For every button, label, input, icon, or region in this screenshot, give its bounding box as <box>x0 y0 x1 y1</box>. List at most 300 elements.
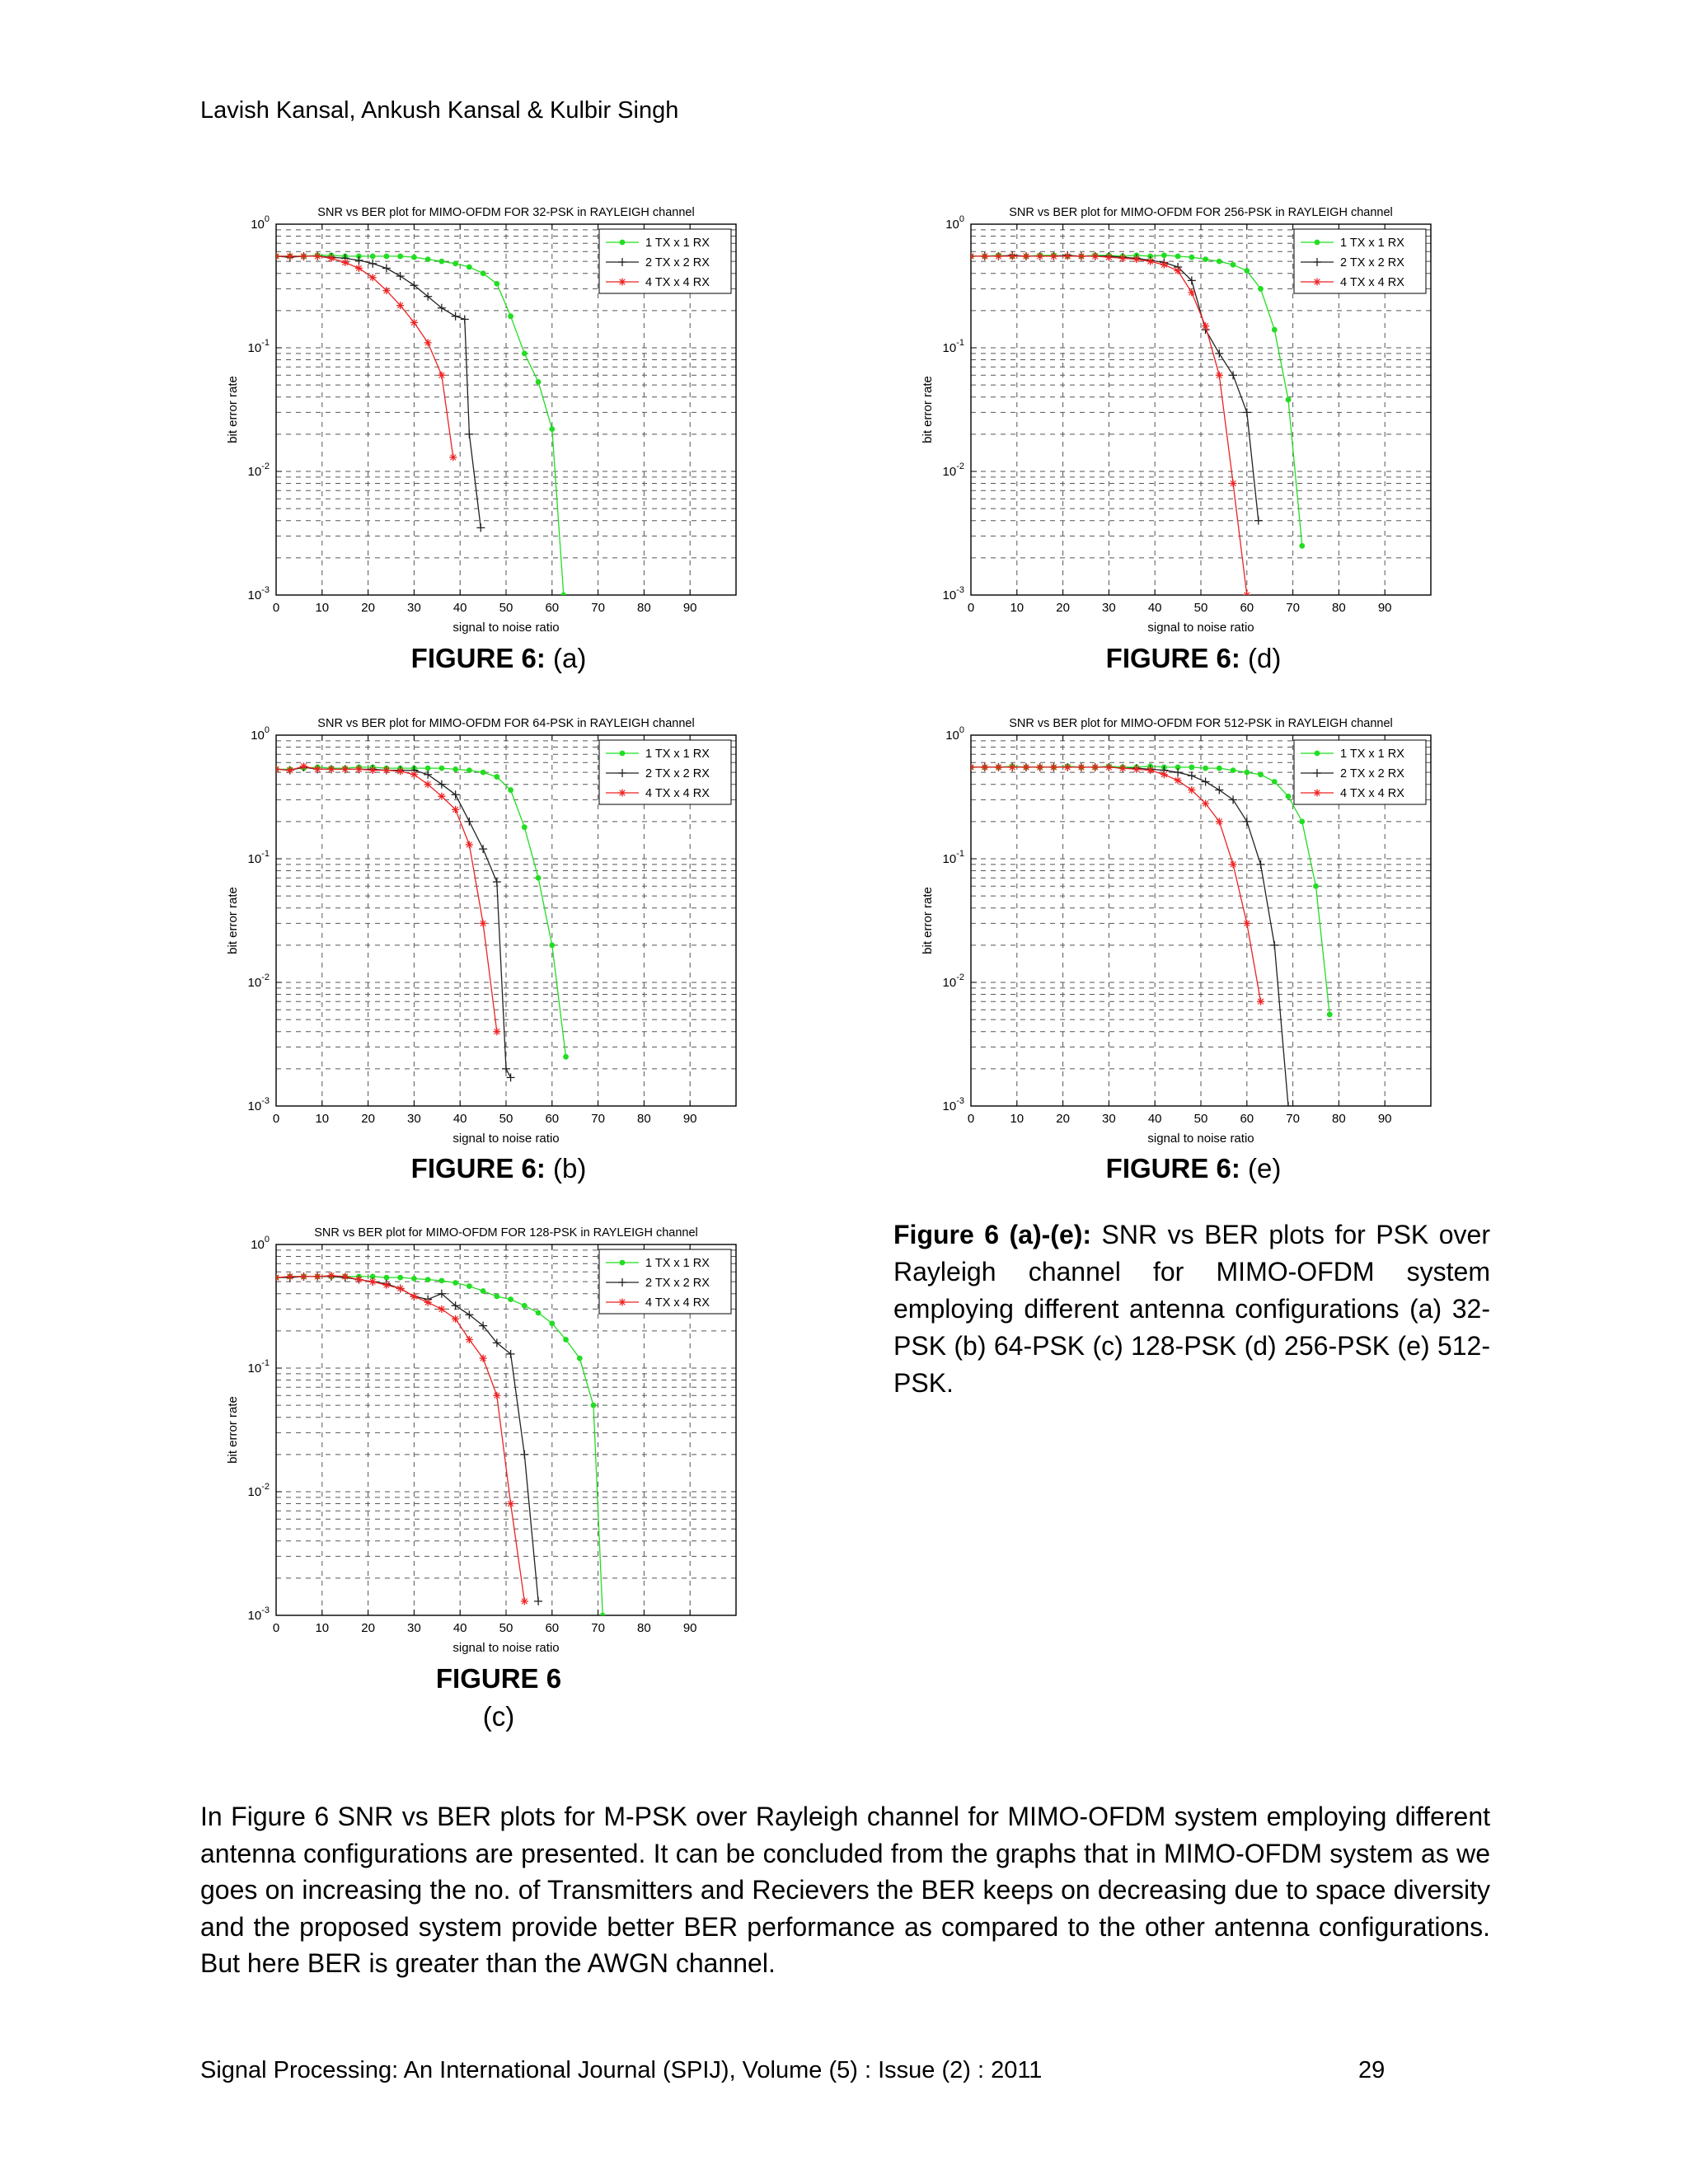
data-point <box>314 1272 321 1280</box>
data-point <box>480 1355 487 1362</box>
legend-label: 2 TX x 2 RX <box>1340 767 1404 780</box>
x-tick-label: 30 <box>407 1621 421 1635</box>
data-point <box>438 259 444 265</box>
x-tick-label: 70 <box>591 1621 605 1635</box>
caption-figure-6c-label: FIGURE 6 <box>435 1663 562 1694</box>
data-point <box>300 252 307 260</box>
data-point <box>1217 259 1222 265</box>
data-point <box>1009 252 1016 260</box>
x-tick-label: 80 <box>637 1112 651 1126</box>
legend <box>599 1249 731 1314</box>
data-point <box>1257 998 1264 1005</box>
legend-label: 1 TX x 1 RX <box>645 237 710 250</box>
data-point <box>1160 771 1168 778</box>
y-tick-label: $10^{-3}$ <box>942 1096 964 1113</box>
data-point <box>410 319 418 326</box>
figure-6e-chart <box>905 709 1531 1195</box>
footer-journal: Signal Processing: An International Journal (SPIJ), Volume (5) : Issue (2) : 2011 <box>200 2057 1043 2083</box>
x-tick-label: 20 <box>361 601 375 615</box>
data-point <box>467 767 472 773</box>
data-point <box>449 453 457 461</box>
data-point <box>1286 794 1292 799</box>
data-point <box>397 254 403 260</box>
data-point <box>481 270 486 276</box>
legend <box>599 229 731 293</box>
x-tick-label: 90 <box>682 601 697 615</box>
x-tick-label: 80 <box>1332 1112 1346 1126</box>
data-point <box>411 255 417 260</box>
data-point <box>369 1278 377 1286</box>
x-tick-label: 10 <box>315 1621 330 1635</box>
data-point <box>1314 279 1321 286</box>
data-point <box>563 1054 569 1060</box>
data-point <box>410 771 418 778</box>
data-point <box>481 770 486 776</box>
data-point <box>1091 252 1099 260</box>
caption-label: FIGURE 6: <box>1105 1153 1240 1183</box>
legend-label: 1 TX x 1 RX <box>645 748 710 761</box>
x-tick-label: 0 <box>272 1621 280 1635</box>
data-point <box>300 1272 307 1280</box>
data-point <box>494 281 499 287</box>
data-point <box>1230 860 1237 868</box>
x-tick-label: 50 <box>499 601 513 615</box>
data-point <box>1160 261 1168 269</box>
data-point <box>1258 771 1264 777</box>
x-tick-label: 80 <box>1332 601 1346 615</box>
legend <box>1294 740 1426 804</box>
data-point <box>493 1028 500 1035</box>
data-point <box>341 766 349 773</box>
chart-title: SNR vs BER plot for MIMO-OFDM FOR 128-PSK in RAYLEIGH channel <box>314 1226 698 1240</box>
data-point <box>1189 765 1194 771</box>
data-point <box>384 254 390 260</box>
data-point <box>1189 255 1194 260</box>
x-tick-label: 70 <box>591 601 605 615</box>
data-point <box>1327 1012 1333 1018</box>
body-paragraph: In Figure 6 SNR vs BER plots for M-PSK over Rayleigh channel for MIMO-OFDM system employing different antenna configurations are presented. It can be concluded from the graphs that in MIMO-OFDM system as we goes on increasing the no. of Transmitters and Recievers the BER keeps on decreasing due to space diversity and the proposed system provide better BER performance as compared to the other antenna configurations. But here BER is greater than the AWGN channel. <box>200 1802 1490 1978</box>
x-tick-label: 20 <box>361 1112 375 1126</box>
data-point <box>1119 765 1127 772</box>
legend-label: 2 TX x 2 RX <box>645 767 710 780</box>
data-point <box>508 787 513 793</box>
data-point <box>396 1285 404 1292</box>
data-point <box>1188 288 1195 296</box>
legend-label: 4 TX x 4 RX <box>645 787 710 800</box>
chart-svg <box>210 198 837 684</box>
caption-label: FIGURE 6: <box>1105 643 1240 673</box>
y-axis-label: bit error rate <box>226 887 240 954</box>
x-tick-label: 30 <box>1102 1112 1116 1126</box>
figure-6a-chart <box>210 198 837 684</box>
data-point <box>1299 818 1305 824</box>
legend <box>1294 229 1426 293</box>
y-axis-label: bit error rate <box>226 376 240 443</box>
x-tick-label: 0 <box>967 601 975 615</box>
y-tick-label: $10^{-1}$ <box>942 338 964 355</box>
data-point <box>425 766 431 771</box>
data-point <box>600 1613 606 1619</box>
y-axis-label: bit error rate <box>921 376 935 443</box>
caption-suffix: (b) <box>545 1153 587 1183</box>
data-point <box>382 287 390 294</box>
data-point <box>1244 268 1250 274</box>
data-point <box>314 252 321 260</box>
data-point <box>273 1274 280 1282</box>
legend-label: 4 TX x 4 RX <box>645 1296 710 1310</box>
data-point <box>1272 327 1278 333</box>
data-point <box>1230 480 1237 487</box>
data-point <box>452 806 459 813</box>
data-point <box>619 790 626 797</box>
data-point <box>494 1294 499 1300</box>
x-tick-label: 10 <box>1010 1112 1025 1126</box>
legend-label: 2 TX x 2 RX <box>645 256 710 269</box>
y-tick-label: $10^{-3}$ <box>247 1605 270 1623</box>
data-point <box>1132 766 1140 773</box>
data-point <box>549 1320 555 1326</box>
data-point <box>620 240 626 246</box>
data-point <box>327 766 335 773</box>
data-point <box>355 265 363 272</box>
data-point <box>438 372 445 379</box>
x-tick-label: 90 <box>682 1621 697 1635</box>
data-point <box>981 252 988 260</box>
data-point <box>522 1303 528 1309</box>
chart-title: SNR vs BER plot for MIMO-OFDM FOR 32-PSK in RAYLEIGH channel <box>317 206 695 219</box>
legend-label: 4 TX x 4 RX <box>645 276 710 289</box>
data-point <box>1036 763 1043 771</box>
data-point <box>1161 252 1167 258</box>
x-tick-label: 40 <box>1147 1112 1162 1126</box>
data-point <box>1217 766 1222 771</box>
y-tick-label: $10^{-1}$ <box>942 849 964 866</box>
x-tick-label: 40 <box>452 1112 467 1126</box>
y-tick-label: $10^{-1}$ <box>247 1358 270 1376</box>
x-tick-label: 10 <box>1010 601 1025 615</box>
y-tick-label: $10^{-3}$ <box>247 585 270 602</box>
data-point <box>1202 799 1209 807</box>
data-point <box>452 766 458 772</box>
data-point <box>341 1272 349 1280</box>
x-tick-label: 0 <box>272 601 280 615</box>
data-point <box>370 254 376 260</box>
data-point <box>1216 818 1223 825</box>
data-point <box>273 252 280 260</box>
data-point <box>1119 255 1127 262</box>
data-point <box>424 339 432 346</box>
x-tick-label: 40 <box>1147 601 1162 615</box>
legend-label: 4 TX x 4 RX <box>1340 276 1404 289</box>
data-point <box>981 763 988 771</box>
data-point <box>1313 883 1319 889</box>
x-tick-label: 20 <box>1056 1112 1070 1126</box>
y-tick-label: $10^0$ <box>251 1235 270 1252</box>
data-point <box>1105 254 1113 261</box>
x-tick-label: 60 <box>545 601 560 615</box>
data-point <box>355 1276 363 1283</box>
data-point <box>327 1272 335 1279</box>
x-tick-label: 90 <box>682 1112 697 1126</box>
x-tick-label: 0 <box>967 1112 975 1126</box>
data-point <box>1077 252 1085 260</box>
data-point <box>549 426 555 432</box>
data-point <box>355 766 363 773</box>
data-point <box>273 766 280 773</box>
y-tick-label: $10^0$ <box>945 725 964 743</box>
x-tick-label: 50 <box>1193 1112 1208 1126</box>
y-tick-label: $10^0$ <box>251 725 270 743</box>
data-point <box>300 762 307 770</box>
figure-6c-chart <box>210 1218 837 1704</box>
data-point <box>1314 790 1321 797</box>
data-point <box>1286 397 1292 403</box>
data-point <box>1243 920 1250 927</box>
data-point <box>1091 763 1099 771</box>
x-tick-label: 70 <box>591 1112 605 1126</box>
data-point <box>1203 766 1208 771</box>
data-point <box>438 766 444 771</box>
data-point <box>438 1277 444 1283</box>
data-point <box>1105 763 1113 771</box>
data-point <box>1202 322 1209 330</box>
data-point <box>1315 240 1320 246</box>
data-point <box>591 1403 597 1408</box>
data-point <box>1272 779 1278 785</box>
data-point <box>396 767 404 775</box>
data-point <box>1146 258 1154 265</box>
y-tick-label: $10^{-2}$ <box>247 1482 270 1499</box>
data-point <box>1315 751 1320 757</box>
data-point <box>619 279 626 286</box>
data-point <box>438 1305 445 1313</box>
legend-label: 1 TX x 1 RX <box>645 1257 710 1270</box>
x-tick-label: 20 <box>361 1621 375 1635</box>
data-point <box>1258 286 1264 292</box>
x-tick-label: 60 <box>1240 601 1254 615</box>
data-point <box>507 1500 514 1507</box>
chart-title: SNR vs BER plot for MIMO-OFDM FOR 256-PSK in RAYLEIGH channel <box>1009 206 1393 219</box>
y-tick-label: $10^{-2}$ <box>942 972 964 990</box>
data-point <box>341 259 349 266</box>
data-point <box>286 766 293 774</box>
data-point <box>1175 776 1182 784</box>
caption-figure-6a <box>375 643 622 674</box>
data-point <box>1216 372 1223 379</box>
running-header-authors: Lavish Kansal, Ankush Kansal & Kulbir Singh <box>200 97 679 124</box>
data-point <box>1146 766 1154 774</box>
data-point <box>424 780 432 788</box>
x-axis-label: signal to noise ratio <box>1147 1132 1254 1146</box>
chart-svg <box>905 198 1531 684</box>
data-point <box>619 1299 626 1306</box>
figure-6-description <box>893 1216 1490 1402</box>
chart-svg <box>210 709 837 1195</box>
y-tick-label: $10^{-2}$ <box>942 462 964 479</box>
data-point <box>521 1597 528 1605</box>
x-tick-label: 60 <box>545 1621 560 1635</box>
figure-6-description-text: SNR vs BER plots for PSK over Rayleigh channel for MIMO-OFDM system employing different antenna configurations (a) 32-PSK (b) 64-PSK (c) 128-PSK (d) 256-PSK (e) 512-PSK. <box>893 1220 1491 1398</box>
data-point <box>620 751 626 757</box>
x-tick-label: 70 <box>1286 601 1300 615</box>
page-number: 29 <box>1358 2057 1386 2083</box>
x-tick-label: 30 <box>407 1112 421 1126</box>
x-tick-label: 80 <box>637 1621 651 1635</box>
x-tick-label: 10 <box>315 601 330 615</box>
y-tick-label: $10^0$ <box>945 214 964 232</box>
legend-label: 2 TX x 2 RX <box>1340 256 1404 269</box>
data-point <box>452 1315 459 1323</box>
x-tick-label: 40 <box>452 601 467 615</box>
caption-label: FIGURE 6: <box>410 1153 546 1183</box>
data-point <box>1231 767 1236 773</box>
data-point <box>563 1337 569 1343</box>
data-point <box>425 1277 431 1282</box>
caption-figure-6b <box>375 1153 622 1184</box>
x-axis-label: signal to noise ratio <box>1147 621 1254 635</box>
data-point <box>480 920 487 927</box>
legend <box>599 740 731 804</box>
data-point <box>411 1276 417 1282</box>
data-point <box>425 256 431 262</box>
y-axis-label: bit error rate <box>921 887 935 954</box>
data-point <box>1203 256 1208 262</box>
data-point <box>286 1272 293 1280</box>
legend-label: 4 TX x 4 RX <box>1340 787 1404 800</box>
data-point <box>1050 763 1057 771</box>
x-tick-label: 80 <box>637 601 651 615</box>
data-point <box>1175 254 1181 260</box>
data-point <box>466 841 473 848</box>
caption-suffix: (d) <box>1240 643 1282 673</box>
caption-figure-6d <box>1070 643 1317 674</box>
data-point <box>1175 267 1182 274</box>
data-point <box>560 593 566 598</box>
data-point <box>1231 262 1236 268</box>
data-point <box>1050 252 1057 260</box>
data-point <box>1064 763 1071 771</box>
x-axis-label: signal to noise ratio <box>452 621 560 635</box>
y-tick-label: $10^{-3}$ <box>942 585 964 602</box>
data-point <box>1244 770 1250 776</box>
legend-label: 1 TX x 1 RX <box>1340 748 1404 761</box>
chart-svg <box>210 1218 837 1704</box>
data-point <box>577 1356 583 1361</box>
x-tick-label: 90 <box>1377 601 1392 615</box>
data-point <box>508 1296 513 1302</box>
data-point <box>968 252 975 260</box>
data-point <box>1009 763 1016 771</box>
x-tick-label: 50 <box>499 1621 513 1635</box>
y-axis-label: bit error rate <box>226 1396 240 1464</box>
y-tick-label: $10^{-3}$ <box>247 1096 270 1113</box>
x-tick-label: 0 <box>272 1112 280 1126</box>
data-point <box>1036 252 1043 260</box>
data-point <box>1132 255 1140 263</box>
data-point <box>481 1288 486 1294</box>
x-tick-label: 40 <box>452 1621 467 1635</box>
x-axis-label: signal to noise ratio <box>452 1132 560 1146</box>
x-tick-label: 30 <box>1102 601 1116 615</box>
data-point <box>995 763 1002 771</box>
figure-6-description-label: Figure 6 (a)-(e): <box>893 1220 1092 1249</box>
data-point <box>369 274 377 281</box>
data-point <box>1299 543 1305 549</box>
x-tick-label: 50 <box>1193 601 1208 615</box>
x-tick-label: 70 <box>1286 1112 1300 1126</box>
caption-suffix: (e) <box>1240 1153 1282 1183</box>
data-point <box>466 1336 473 1343</box>
chart-title: SNR vs BER plot for MIMO-OFDM FOR 64-PSK in RAYLEIGH channel <box>317 717 695 730</box>
data-point <box>286 252 293 260</box>
figure-6d-chart <box>905 198 1531 684</box>
data-point <box>452 1280 458 1286</box>
data-point <box>382 766 390 774</box>
legend-label: 2 TX x 2 RX <box>645 1277 710 1290</box>
data-point <box>1022 252 1029 260</box>
chart-svg <box>905 709 1531 1195</box>
data-point <box>1022 763 1029 771</box>
data-point <box>995 252 1002 260</box>
data-point <box>382 1282 390 1289</box>
x-tick-label: 50 <box>499 1112 513 1126</box>
x-tick-label: 10 <box>315 1112 330 1126</box>
data-point <box>1077 763 1085 771</box>
data-point <box>410 1293 418 1301</box>
data-point <box>536 379 542 385</box>
legend-label: 1 TX x 1 RX <box>1340 237 1404 250</box>
caption-figure-6c-suffix: (c) <box>482 1701 515 1732</box>
figure-6b-chart <box>210 709 837 1195</box>
caption-figure-6e <box>1070 1153 1317 1184</box>
data-point <box>1188 786 1195 794</box>
y-tick-label: $10^{-2}$ <box>247 462 270 479</box>
data-point <box>536 1310 542 1316</box>
data-point <box>467 265 472 270</box>
data-point <box>424 1299 432 1306</box>
caption-label: FIGURE 6: <box>410 643 546 673</box>
data-point <box>968 763 975 771</box>
data-point <box>620 1260 626 1266</box>
y-tick-label: $10^{-1}$ <box>247 849 270 866</box>
data-point <box>522 824 528 830</box>
y-tick-label: $10^{-2}$ <box>247 972 270 990</box>
y-tick-label: $10^{-1}$ <box>247 338 270 355</box>
data-point <box>508 313 513 319</box>
data-point <box>327 255 335 262</box>
data-point <box>452 260 458 266</box>
data-point <box>1243 592 1250 599</box>
data-point <box>549 942 555 948</box>
data-point <box>536 875 542 881</box>
data-point <box>522 350 528 356</box>
data-point <box>314 766 321 773</box>
data-point <box>369 766 377 774</box>
data-point <box>384 1275 390 1281</box>
x-axis-label: signal to noise ratio <box>452 1641 560 1655</box>
data-point <box>1064 252 1071 260</box>
x-tick-label: 90 <box>1377 1112 1392 1126</box>
caption-suffix: (a) <box>545 643 587 673</box>
data-point <box>493 1392 500 1399</box>
x-tick-label: 20 <box>1056 601 1070 615</box>
data-point <box>494 774 499 780</box>
x-tick-label: 60 <box>1240 1112 1254 1126</box>
data-point <box>396 302 404 309</box>
x-tick-label: 30 <box>407 601 421 615</box>
x-tick-label: 60 <box>545 1112 560 1126</box>
y-tick-label: $10^0$ <box>251 214 270 232</box>
